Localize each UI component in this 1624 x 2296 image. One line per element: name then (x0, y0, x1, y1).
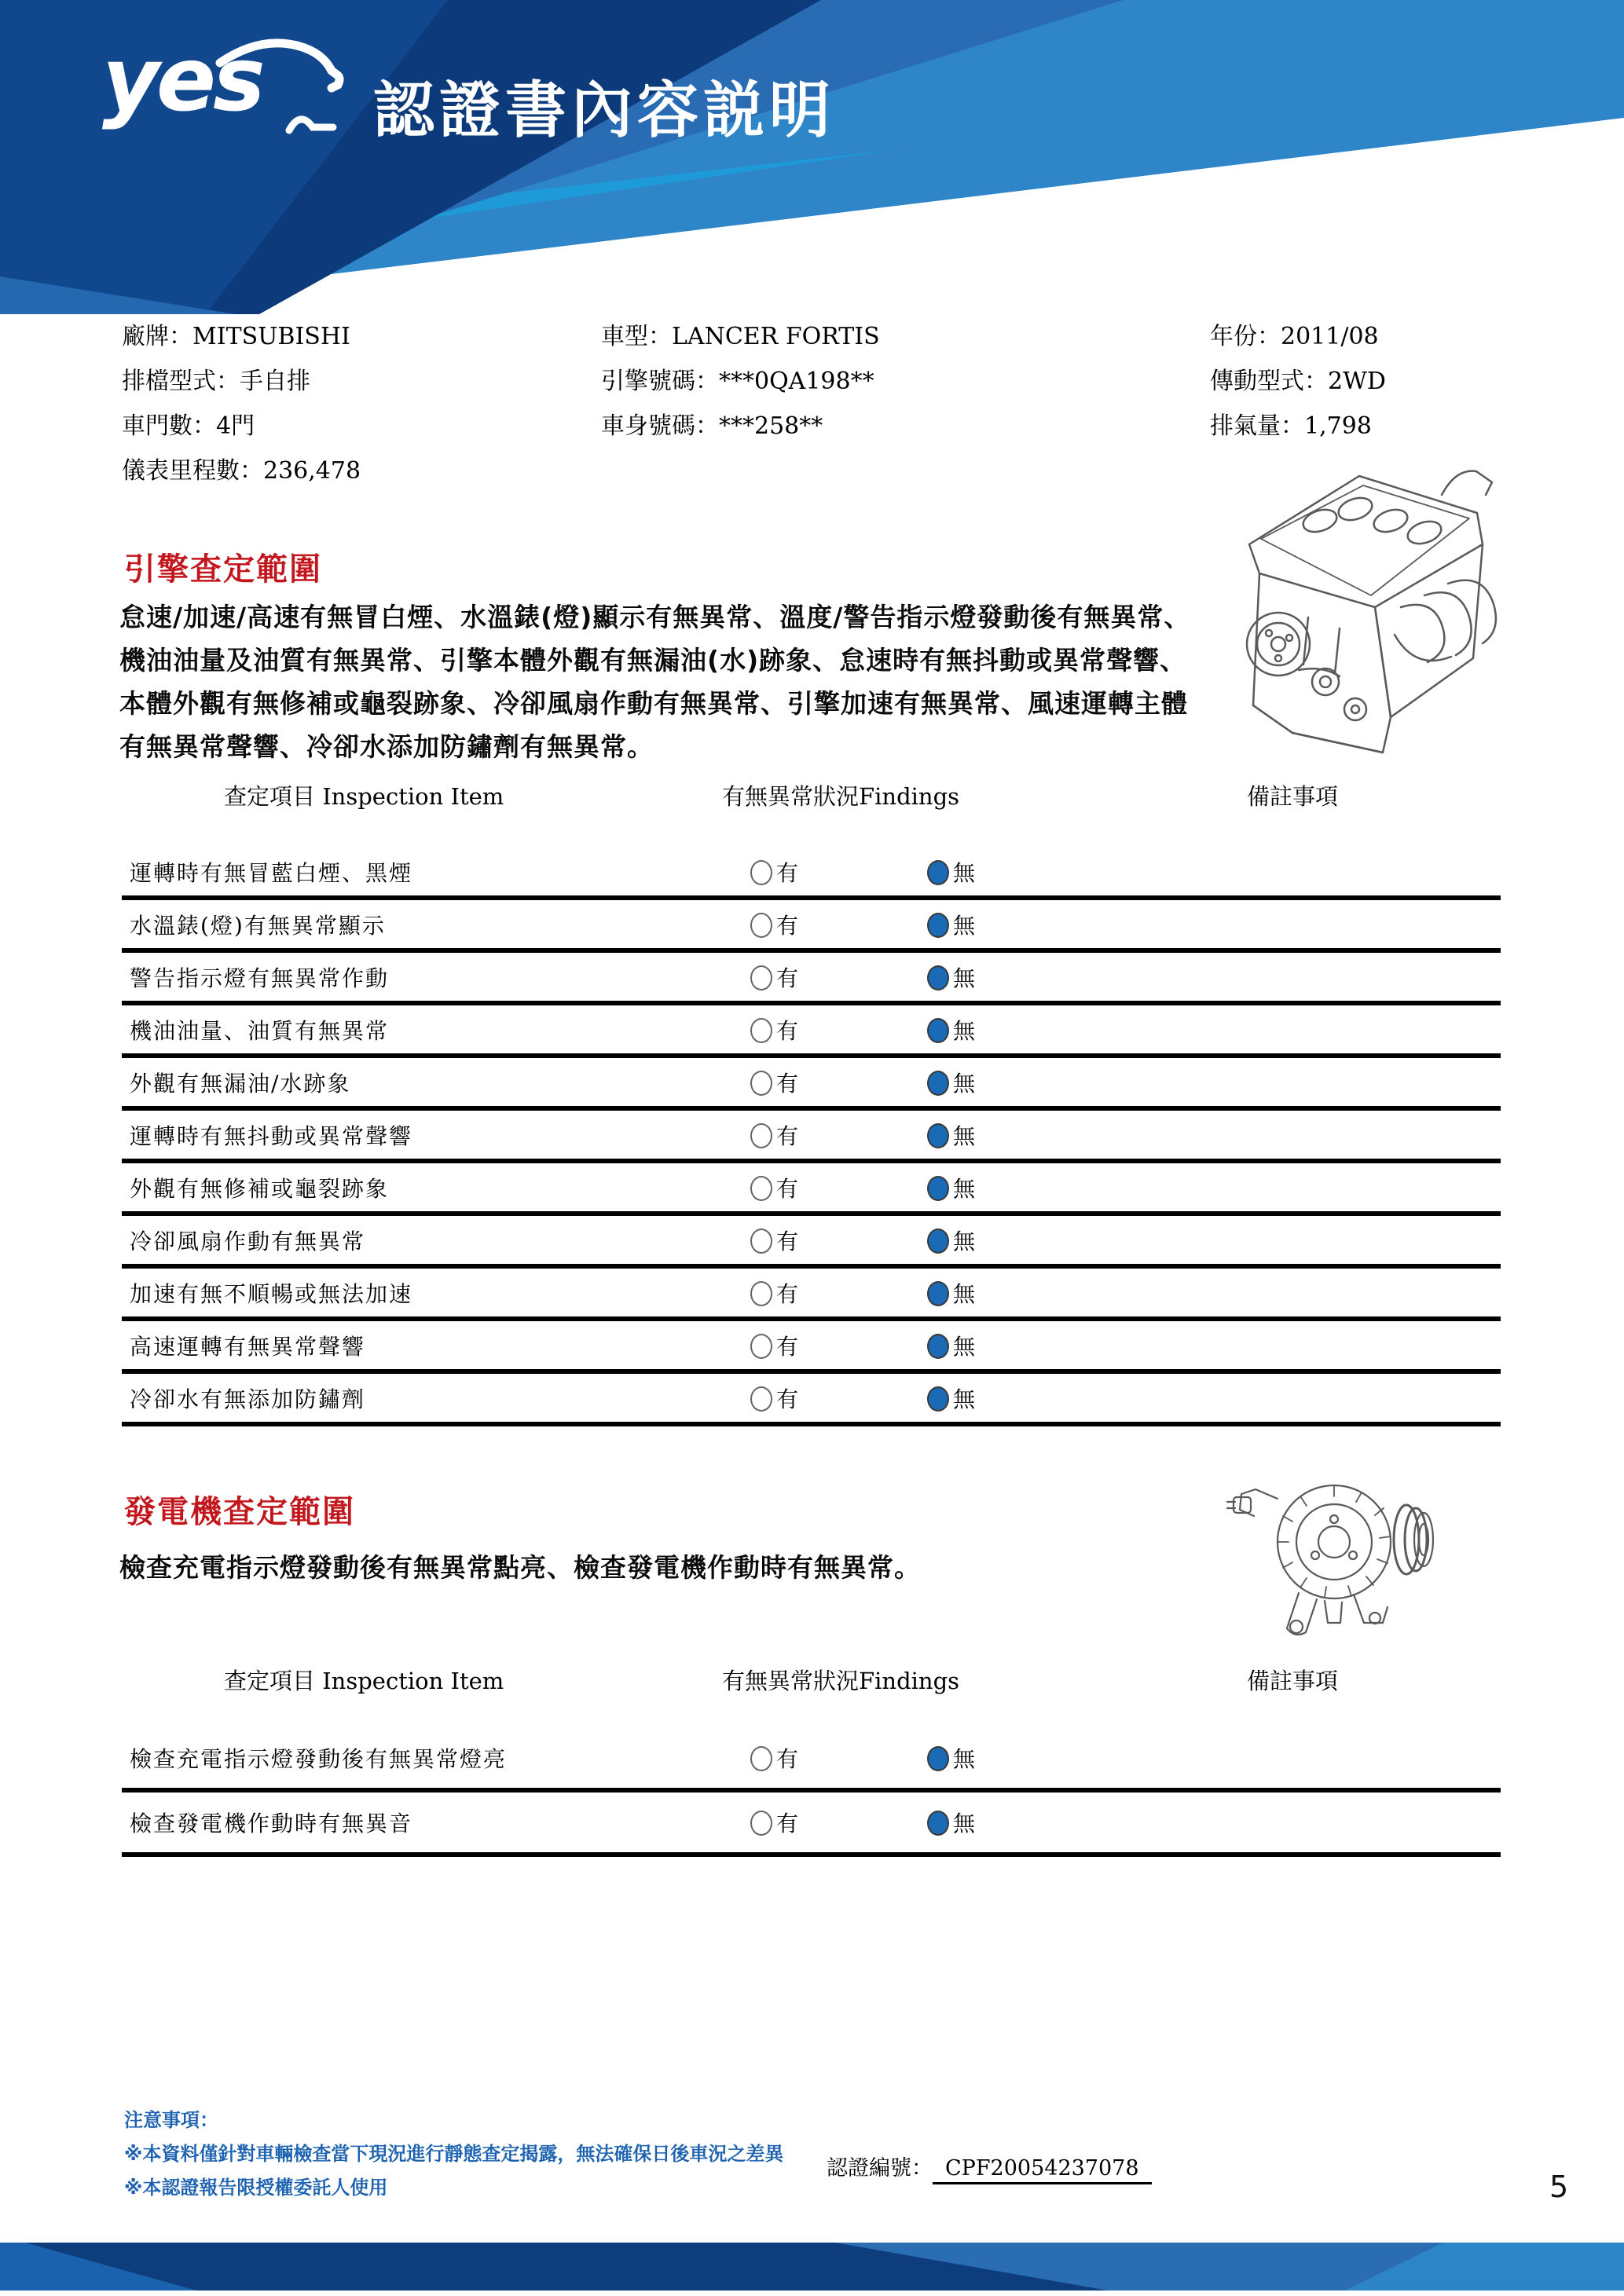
radio-yes-label: 有 (776, 912, 799, 939)
radio-no-label: 無 (953, 859, 976, 886)
radio-checked-icon[interactable] (927, 1746, 949, 1771)
radio-option-yes[interactable] (750, 961, 798, 993)
radio-no-label: 無 (953, 965, 976, 991)
radio-option-no[interactable] (927, 1807, 975, 1838)
radio-option-yes[interactable] (750, 1807, 798, 1838)
radio-yes-label: 有 (776, 1175, 799, 1202)
table-row (122, 1269, 1501, 1321)
radio-unchecked-icon[interactable] (750, 1229, 772, 1254)
table-row (122, 900, 1501, 953)
engine-inspection-table (122, 848, 1501, 1426)
generator-section-description (119, 1546, 1298, 1589)
engine-section-title: 引擎查定範圍 (124, 551, 322, 588)
radio-checked-icon[interactable] (927, 913, 949, 938)
description-line: 機油油量及油質有無異常、引擎本體外觀有無漏油(水)跡象、怠速時有無抖動或異常聲響、 (119, 645, 1187, 676)
inspection-item-label: 運轉時有無冒藍白煙、黑煙 (130, 859, 413, 886)
description-line: 檢查充電指示燈發動後有無異常點亮、檢查發電機作動時有無異常。 (119, 1552, 921, 1583)
table-row (122, 1163, 1501, 1216)
radio-yes-label: 有 (776, 1228, 799, 1254)
radio-option-no[interactable] (927, 1382, 975, 1414)
engine-illustration (1206, 446, 1516, 760)
generator-section-title: 發電機查定範圍 (124, 1494, 355, 1530)
table-row (122, 1216, 1501, 1269)
radio-option-no[interactable] (927, 1742, 975, 1774)
radio-no-label: 無 (953, 1070, 976, 1097)
radio-option-yes[interactable] (750, 1067, 798, 1098)
inspection-item-label: 水溫錶(燈)有無異常顯示 (130, 912, 386, 939)
car-silhouette-icon (102, 30, 361, 148)
radio-checked-icon[interactable] (927, 1018, 949, 1043)
radio-unchecked-icon[interactable] (750, 1811, 772, 1836)
vehicle-info-column-1 (122, 314, 361, 493)
radio-yes-label: 有 (776, 1811, 799, 1836)
radio-option-yes[interactable] (750, 909, 798, 940)
inspection-item-label: 冷卻水有無添加防鏽劑 (130, 1386, 366, 1412)
vehicle-info-line: 車型：LANCER FORTIS (601, 323, 880, 350)
radio-unchecked-icon[interactable] (750, 1334, 772, 1359)
radio-unchecked-icon[interactable] (750, 1386, 772, 1412)
radio-checked-icon[interactable] (927, 1811, 949, 1836)
radio-yes-label: 有 (776, 1070, 799, 1097)
description-line: 怠速/加速/高速有無冒白煙、水溫錶(燈)顯示有無異常、溫度/警告指示燈發動後有無異常、 (119, 602, 1191, 632)
table-row (122, 848, 1501, 900)
generator-inspection-table (122, 1728, 1501, 1857)
inspection-item-label: 檢查發電機作動時有無異音 (130, 1811, 413, 1836)
notes-list (124, 2137, 783, 2205)
radio-checked-icon[interactable] (927, 1229, 949, 1254)
radio-unchecked-icon[interactable] (750, 913, 772, 938)
radio-option-no[interactable] (927, 1119, 975, 1151)
radio-unchecked-icon[interactable] (750, 1746, 772, 1771)
vehicle-info-line: 引擎號碼：***0QA198** (601, 368, 874, 395)
inspection-item-label: 警告指示燈有無異常作動 (130, 965, 390, 991)
inspection-item-label: 機油油量、油質有無異常 (130, 1017, 390, 1044)
notes-block (124, 2104, 783, 2205)
yes-logo (102, 30, 361, 148)
col-header-remarks: 備註事項 (1247, 783, 1339, 810)
radio-option-no[interactable] (927, 1330, 975, 1361)
radio-option-no[interactable] (927, 1172, 975, 1203)
inspection-item-label: 檢查充電指示燈發動後有無異常燈亮 (130, 1746, 508, 1772)
radio-option-no[interactable] (927, 1067, 975, 1098)
col-header-findings: 有無異常狀況Findings (722, 1668, 960, 1694)
page-number: 5 (1549, 2170, 1569, 2204)
radio-unchecked-icon[interactable] (750, 1176, 772, 1201)
radio-option-no[interactable] (927, 909, 975, 940)
page-title: 認證書內容説明 (373, 75, 836, 146)
col-header-remarks: 備註事項 (1247, 1668, 1339, 1694)
radio-checked-icon[interactable] (927, 1071, 949, 1096)
radio-no-label: 無 (953, 1280, 976, 1307)
vehicle-info-column-3 (1210, 314, 1386, 449)
radio-option-no[interactable] (927, 1277, 975, 1309)
radio-unchecked-icon[interactable] (750, 1018, 772, 1043)
radio-checked-icon[interactable] (927, 1281, 949, 1306)
vehicle-info-line: 排檔型式：手自排 (122, 368, 310, 395)
radio-checked-icon[interactable] (927, 965, 949, 991)
vehicle-info-line: 年份：2011/08 (1210, 323, 1379, 350)
yes-logo-text: yes (102, 29, 262, 131)
radio-no-label: 無 (953, 1811, 976, 1836)
radio-yes-label: 有 (776, 1746, 799, 1772)
radio-yes-label: 有 (776, 1280, 799, 1307)
radio-unchecked-icon[interactable] (750, 1123, 772, 1148)
vehicle-info-line: 傳動型式：2WD (1210, 368, 1386, 395)
inspection-item-label: 外觀有無漏油/水跡象 (130, 1070, 351, 1097)
certificate-number-row (827, 2151, 1152, 2181)
table-row (122, 953, 1501, 1005)
vehicle-info-line: 儀表里程數：236,478 (122, 457, 361, 485)
col-header-inspection-item: 查定項目 Inspection Item (224, 1668, 504, 1694)
inspection-item-label: 加速有無不順暢或無法加速 (130, 1280, 413, 1307)
certificate-number-label: 認證編號： (827, 2156, 933, 2181)
radio-checked-icon[interactable] (927, 1123, 949, 1148)
radio-option-no[interactable] (927, 856, 975, 888)
radio-no-label: 無 (953, 1122, 976, 1149)
radio-option-yes[interactable] (750, 1014, 798, 1045)
radio-option-no[interactable] (927, 1014, 975, 1045)
table-row (122, 1321, 1501, 1374)
radio-option-no[interactable] (927, 961, 975, 993)
radio-unchecked-icon[interactable] (750, 965, 772, 991)
vehicle-info-line: 車門數：4門 (122, 412, 255, 440)
note-line: ※本資料僅針對車輛檢查當下現況進行靜態查定揭露，無法確保日後車況之差異 (124, 2143, 784, 2165)
col-header-findings: 有無異常狀況Findings (722, 783, 960, 810)
inspection-item-label: 運轉時有無抖動或異常聲響 (130, 1122, 413, 1149)
radio-yes-label: 有 (776, 859, 799, 886)
vehicle-info-line: 廠牌：MITSUBISHI (122, 323, 350, 350)
radio-no-label: 無 (953, 1017, 976, 1044)
radio-yes-label: 有 (776, 1017, 799, 1044)
radio-option-yes[interactable] (750, 1277, 798, 1309)
radio-no-label: 無 (953, 1746, 976, 1772)
radio-option-yes[interactable] (750, 1225, 798, 1256)
description-line: 有無異常聲響、冷卻水添加防鏽劑有無異常。 (119, 731, 654, 762)
inspection-item-label: 高速運轉有無異常聲響 (130, 1333, 366, 1360)
radio-unchecked-icon[interactable] (750, 1281, 772, 1306)
alternator-illustration (1224, 1467, 1460, 1644)
vehicle-info-line: 排氣量：1,798 (1210, 412, 1372, 440)
note-line: ※本認證報告限授權委託人使用 (124, 2177, 388, 2199)
footer-banner (0, 2243, 1624, 2291)
radio-unchecked-icon[interactable] (750, 860, 772, 885)
table-row (122, 1111, 1501, 1163)
table-row (122, 1058, 1501, 1111)
radio-option-yes[interactable] (750, 1330, 798, 1361)
table-row (122, 1792, 1501, 1857)
inspection-item-label: 外觀有無修補或龜裂跡象 (130, 1175, 390, 1202)
vehicle-info-column-2 (601, 314, 880, 449)
radio-option-no[interactable] (927, 1225, 975, 1256)
radio-yes-label: 有 (776, 1122, 799, 1149)
radio-option-yes[interactable] (750, 856, 798, 888)
radio-option-yes[interactable] (750, 1742, 798, 1774)
radio-option-yes[interactable] (750, 1172, 798, 1203)
radio-checked-icon[interactable] (927, 860, 949, 885)
radio-no-label: 無 (953, 1333, 976, 1360)
radio-unchecked-icon[interactable] (750, 1071, 772, 1096)
description-line: 本體外觀有無修補或龜裂跡象、冷卻風扇作動有無異常、引擎加速有無異常、風速運轉主體 (119, 688, 1188, 719)
radio-checked-icon[interactable] (927, 1386, 949, 1412)
radio-no-label: 無 (953, 1175, 976, 1202)
col-header-inspection-item: 查定項目 Inspection Item (224, 783, 504, 810)
vehicle-info-line: 車身號碼：***258** (601, 412, 823, 440)
table-row (122, 1374, 1501, 1426)
table-row (122, 1728, 1501, 1792)
radio-option-yes[interactable] (750, 1119, 798, 1151)
radio-no-label: 無 (953, 1386, 976, 1412)
radio-no-label: 無 (953, 1228, 976, 1254)
radio-yes-label: 有 (776, 1333, 799, 1360)
engine-section-description (119, 595, 1243, 768)
certificate-number-value: CPF20054237078 (933, 2156, 1152, 2184)
radio-checked-icon[interactable] (927, 1176, 949, 1201)
table-row (122, 1005, 1501, 1058)
radio-yes-label: 有 (776, 1386, 799, 1412)
inspection-item-label: 冷卻風扇作動有無異常 (130, 1228, 366, 1254)
radio-yes-label: 有 (776, 965, 799, 991)
radio-no-label: 無 (953, 912, 976, 939)
radio-option-yes[interactable] (750, 1382, 798, 1414)
notes-title: 注意事項： (124, 2109, 218, 2131)
radio-checked-icon[interactable] (927, 1334, 949, 1359)
